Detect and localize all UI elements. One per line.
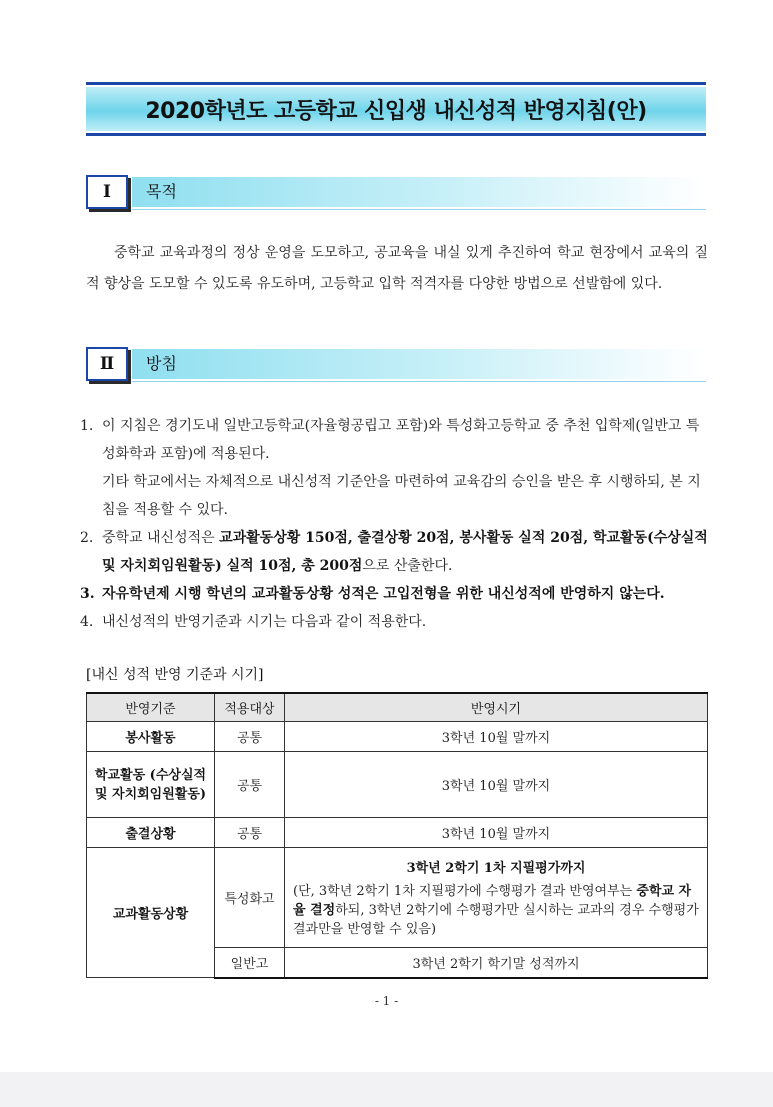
section-number: Ⅱ <box>86 347 128 381</box>
table-header-row <box>87 693 708 722</box>
section-header-policy <box>86 347 706 383</box>
target-cell: 일반고 <box>215 948 285 978</box>
table-row <box>87 848 708 948</box>
list-item: 4. 내신성적의 반영기준과 시기는 다음과 같이 적용한다. <box>80 614 427 630</box>
purpose-paragraph: 중학교 교육과정의 정상 운영을 도모하고, 공교육을 내실 있게 추진하여 학교 현장에서 교육의 질적 향상을 도모할 수 있도록 유도하며, 고등학교 입학 적격자를 다양한 방법으로 선발함에 있다. <box>86 245 708 292</box>
list-sub-item: 기타 학교에서는 자체적으로 내신성적 기준안을 마련하여 교육감의 승인을 받은 후 시행하되, 본 지침을 적용할 수 있다. <box>102 474 701 518</box>
table-row <box>87 752 708 818</box>
table-row <box>87 722 708 752</box>
page-number: - 1 - <box>374 994 399 1008</box>
criterion-cell: 교과활동상황 <box>87 848 215 978</box>
criteria-table <box>86 692 708 979</box>
header-cell: 반영시기 <box>285 693 708 722</box>
table-caption: [내신 성적 반영 기준과 시기] <box>86 667 264 683</box>
target-cell: 공통 <box>215 722 285 752</box>
target-cell: 공통 <box>215 818 285 848</box>
section-header-purpose <box>86 175 706 211</box>
list-item: 3. 자유학년제 시행 학년의 교과활동상황 성적은 고입전형을 위한 내신성적에 반영하지 않는다. <box>80 586 665 602</box>
section-number: Ⅰ <box>86 175 128 209</box>
timing-cell: 3학년 2학기 학기말 성적까지 <box>285 948 708 978</box>
section-title: 방침 <box>146 354 177 373</box>
section-title: 목적 <box>146 182 177 201</box>
timing-cell: 3학년 10월 말까지 <box>285 722 708 752</box>
criterion-cell: 봉사활동 <box>87 722 215 752</box>
list-item: 1. 이 지침은 경기도내 일반고등학교(자율형공립고 포함)와 특성화고등학교 중 추천 입학제(일반고 특성화학과 포함)에 적용된다. <box>80 418 700 462</box>
criterion-cell: 학교활동 (수상실적 및 자치회임원활동) <box>87 752 215 818</box>
table-row <box>87 818 708 848</box>
timing-cell <box>285 848 708 948</box>
criterion-cell: 출결상황 <box>87 818 215 848</box>
header-cell: 적용대상 <box>215 693 285 722</box>
timing-cell: 3학년 10월 말까지 <box>285 818 708 848</box>
header-cell: 반영기준 <box>87 693 215 722</box>
timing-main: 3학년 2학기 1차 지필평가까지 <box>406 860 586 876</box>
timing-cell: 3학년 10월 말까지 <box>285 752 708 818</box>
timing-note: (단, 3학년 2학기 1차 지필평가에 수행평가 결과 반영여부는 중학교 자율 결정하되, 3학년 2학기에 수행평가만 실시하는 교과의 경우 수행평가 결과만을 반영할 수 있음) <box>293 883 699 937</box>
list-item: 2. 중학교 내신성적은 교과활동상황 150점, 출결상황 20점, 봉사활동 실적 20점, 학교활동(수상실적 및 자치회임원활동) 실적 10점, 총 200점으로 산출한다. <box>80 530 708 574</box>
document-title: 2020학년도 고등학교 신입생 내신성적 반영지침(안) <box>145 98 647 124</box>
target-cell: 특성화고 <box>215 848 285 948</box>
policy-list <box>80 412 710 636</box>
target-cell: 공통 <box>215 752 285 818</box>
page-bottom-band <box>0 1072 773 1107</box>
title-banner <box>86 82 706 136</box>
